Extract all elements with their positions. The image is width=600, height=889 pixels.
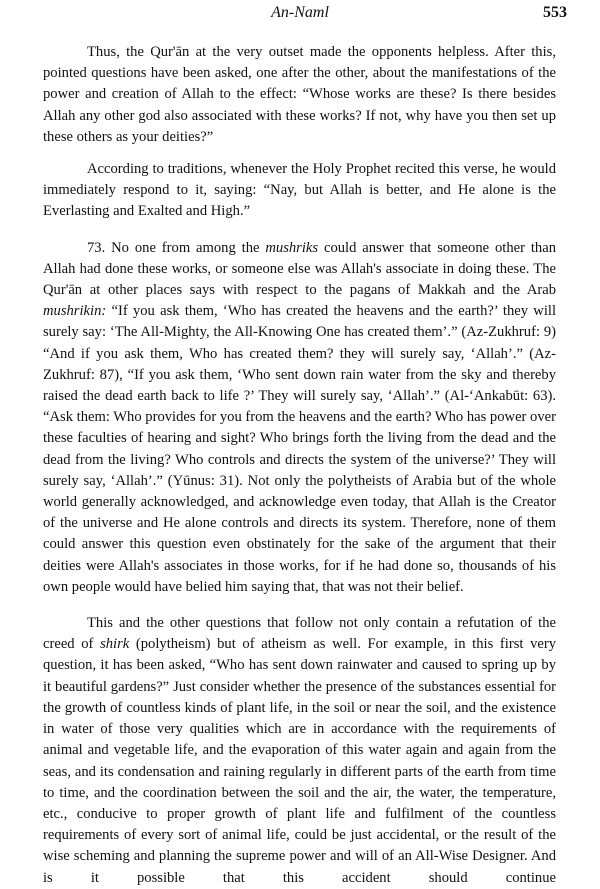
body-text [43, 42, 556, 889]
paragraph-2: According to traditions, whenever the Holy Prophet recited this verse, he would immediately respond to it, saying: “Nay, but Allah is better, and He alone is the Everlasting and Exalted and High.” [43, 161, 556, 220]
running-title: An-Naml [271, 4, 329, 21]
page-number: 553 [543, 4, 567, 21]
paragraph-4-text: (polytheism) but of atheism as well. For example, in this first very question, it has been asked, “Who has sent down rainwater and caused to spring up by it beautiful gardens?” Just consider whether the presence of the substances essential for the growth of countless kinds of plant life, in the soil or near the soil, and the existence in water of those very qualities which are in accordance with the requirements of animal and vegetable life, and the evaporation of this water again and again from the seas, and its condensation and raining regularly in different parts of the earth from time to time, and the coordination between the soil and the air, the water, the temperature, etc., conducive to proper growth of plant life and fulfilment of the countless requirements of every sort of animal life, could be just accidental, or the result of the wise scheming and planning the supreme power and will of an All-Wise Designer. And is it possible that this accident should continue [43, 636, 557, 886]
term-mushriks: mushriks [265, 239, 319, 256]
paragraph-3 [43, 238, 556, 598]
paragraph-3-text: could answer that someone other than Allah had done these works, or someone else was Allah's associate in doing these. The Qur'ān at other places says with respect to the pagans of Makkah and the Arab [43, 239, 556, 299]
paragraph-4-text: This and the other questions that follow not only contain a refutation of the creed of [43, 615, 556, 653]
page-header [0, 4, 600, 30]
paragraph-4 [43, 613, 556, 889]
term-mushrikin: mushrikin: [43, 303, 107, 320]
paragraph-3-text: 73. No one from among the [87, 239, 266, 256]
paragraph-1: Thus, the Qur'ān at the very outset made the opponents helpless. After this, pointed questions have been asked, one after the other, about the manifestations of the power and creation of Allah to the effect: “Whose works are these? Is there besides Allah any other god also associated with these works? If not, why have you then set up these others as your deities?” [43, 44, 556, 145]
term-shirk: shirk [100, 636, 130, 653]
paragraph-3-text: “If you ask them, ‘Who has created the heavens and the earth?’ they will surely say: ‘The All-Mighty, the All-Knowing One has created them’.” (Az-Zukhruf: 9) “And if you ask them, Who has created them? they will surely say, ‘Allah’.” (Az-Zukhruf: 87), “If you ask them, ‘Who sent down rain water from the sky and thereby raised the dead earth back to life ?’ They will surely say, ‘Allah’.” (Al-‘Ankabūt: 63). “Ask them: Who provides for you from the heavens and the earth? Who has power over these faculties of hearing and sight? Who brings forth the living from the dead and the dead from the living? Who controls and directs the system of the universe?’ They will surely say, ‘Allah’.” (Yūnus: 31). Not only the polytheists of Arabia but of the whole world generally acknowledged, and acknowledge even today, that Allah is the Creator of the universe and He alone controls and directs its system. Therefore, none of them could answer this question even obstinately for the sake of the argument that their deities were Allah's associates in those works, for if he had done so, thousands of his own people would have belied him saying that, that was not their belief. [43, 303, 556, 595]
